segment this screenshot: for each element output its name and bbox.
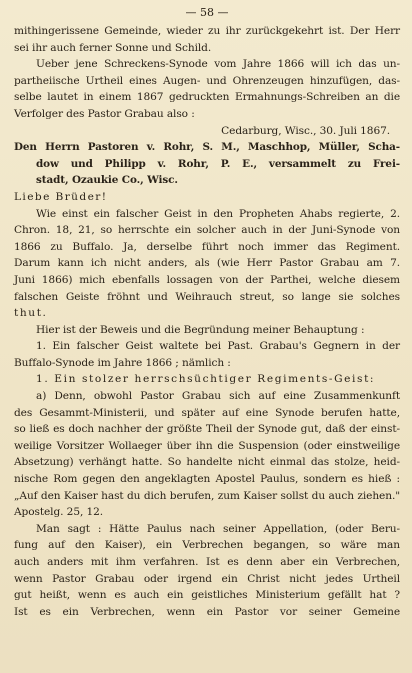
text-line: so ließ es doch nachher der größte Theil der Synode gut, daß der einst- — [14, 423, 400, 436]
text-line: Apostelg. 25, 12. — [14, 506, 104, 519]
letter-address: stadt, Ozaukie Co., Wisc. — [36, 174, 178, 187]
text-line: mithingerissene Gemeinde, wieder zu ihr zurückgekehrt ist. Der Herr — [14, 25, 400, 37]
text-line: auch anders mit ihm verfahren. Ist es denn aber ein Verbrechen, — [14, 556, 400, 568]
text-line: wenn Pastor Grabau oder irgend ein Christ nicht jedes Urtheil — [14, 572, 400, 585]
text-line: Hier ist der Beweis und die Begründung meiner Behauptung : — [36, 323, 365, 336]
text-line: Wie einst ein falscher Geist in den Propheten Ahabs regierte, 2. — [36, 207, 400, 220]
text-line: Buffalo-Synode im Jahre 1866 ; nämlich : — [14, 356, 231, 369]
text-line: 1866 zu Buffalo. Ja, derselbe führt noch immer das Regiment. — [14, 240, 400, 253]
text-line: des Gesammt-Ministerii, und später auf eine Synode berufen hatte, — [14, 406, 400, 419]
text-line: Darum kann ich nicht anders, als (wie Herr Pastor Grabau am 7. — [14, 257, 400, 270]
text-line: gut heißt, wenn es auch ein geistliches Ministerium gefällt hat ? — [14, 589, 400, 602]
text-line: sei ihr auch ferner Sonne und Schild. — [14, 41, 212, 54]
text-line: a) Denn, obwohl Pastor Grabau sich auf eine Zusammenkunft — [36, 390, 400, 403]
text-line: Ist es ein Verbrechen, wenn ein Pastor vor seiner Gemeine — [14, 605, 400, 618]
text-line: fung auf den Kaiser), ein Verbrechen begangen, so wäre man — [14, 539, 400, 552]
text-line: Man sagt : Hätte Paulus nach seiner Appellation, (oder Beru- — [36, 522, 400, 535]
text-line: falschen Geiste fröhnt und Weihrauch streut, so lange sie solches — [14, 290, 400, 303]
text-line: „Auf den Kaiser hast du dich berufen, zum Kaiser sollst du auch ziehen." — [14, 489, 400, 502]
letter-salutation: Liebe Brüder! — [14, 190, 108, 203]
text-line: Chron. 18, 21, so herrschte ein solcher auch in der Juni-Synode von — [14, 224, 400, 237]
text-line: 1. Ein falscher Geist waltete bei Past. Grabau's Gegnern in der — [36, 340, 400, 353]
text-line: Juni 1866) mich ebenfalls lossagen von der Parthei, welche diesem — [14, 273, 400, 286]
text-line: weilige Vorsitzer Wollaeger über ihn die Suspension (oder einstweilige — [14, 439, 400, 452]
text-line: thut. — [14, 307, 48, 320]
text-line: partheiische Urtheil eines Augen- und Ohrenzeugen hinzufügen, das- — [14, 74, 400, 87]
text-line: Verfolger des Pastor Grabau also : — [14, 107, 195, 120]
text-line: 1. Ein stolzer herrschsüchtiger Regiments-Geist: — [36, 373, 376, 386]
page-number: — 58 — — [185, 6, 229, 19]
text-line: Absetzung) verhängt hatte. So handelte nicht einmal das stolze, heid- — [14, 456, 400, 469]
text-line: nische Rom gegen den angeklagten Apostel Paulus, sondern es hieß : — [14, 473, 400, 486]
text-line: Ueber jene Schreckens-Synode vom Jahre 1866 will ich das un- — [36, 58, 400, 71]
text-line: selbe lautet in einem 1867 gedruckten Ermahnungs-Schreiben an die — [14, 91, 400, 104]
letter-address: Den Herrn Pastoren v. Rohr, S. M., Maschhop, Müller, Scha- — [14, 141, 400, 154]
letter-address: dow und Philipp v. Rohr, P. E., versammelt zu Frei- — [36, 157, 400, 170]
letter-dateline: Cedarburg, Wisc., 30. Juli 1867. — [221, 124, 390, 137]
